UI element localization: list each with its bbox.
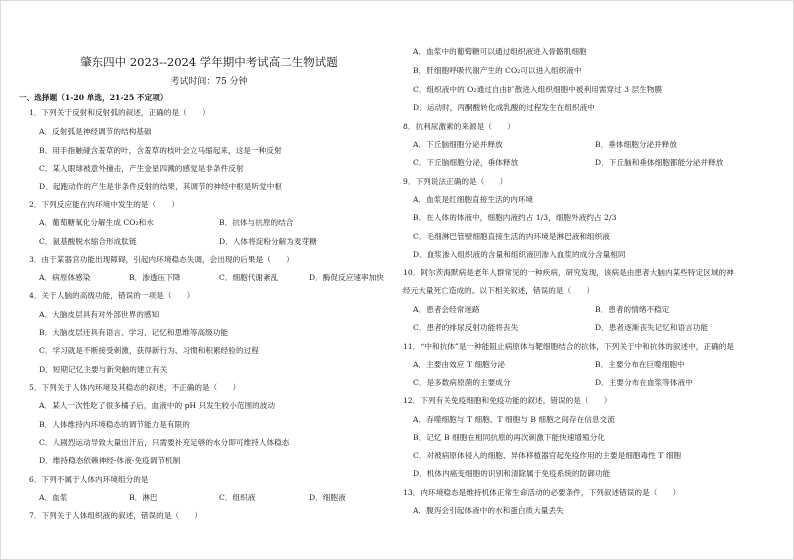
q3-option-d: D．酶促反应速率加快 — [309, 273, 384, 282]
q11-option-d: D．主要分布在血浆等体液中 — [595, 378, 693, 387]
q9-option-d: D．血浆渗入组织液的含量和组织液回渗入血浆的成分含量相同 — [413, 250, 626, 259]
q1-option-c: C．某人眼球被意外撞击，产生金星四溅的感觉是非条件反射 — [39, 164, 244, 173]
q9-stem: 9．下列说法正确的是（ ） — [403, 177, 508, 186]
q10-option-d: D．患者逐渐丧失记忆和语言功能 — [595, 323, 709, 332]
q2-option-d: D．人体将淀粉分解为麦芽糖 — [219, 237, 317, 246]
exam-title: 肇东四中 2023--2024 学年期中考试高二生物试题 — [80, 55, 338, 69]
q11-option-b: B．主要分布在巨噬细胞中 — [595, 360, 685, 369]
q3-stem: 3．由于某器官功能出现障碍，引起内环境稳态失调，会出现的后果是（ ） — [29, 255, 294, 264]
q12-option-d: D．机体内癌变细胞的识别和清除属于免疫系统的防御功能 — [413, 469, 611, 478]
q2-option-b: B．抗体与抗原的结合 — [219, 218, 294, 227]
q10-option-b: B．患者的情绪不稳定 — [595, 305, 670, 314]
q4-option-b: B．大脑皮层还具有语言、学习、记忆和思维等高级功能 — [39, 328, 229, 337]
q5-option-d: D．维持稳态依赖神经-体液-免疫调节机制 — [39, 456, 181, 465]
q6-option-c: C．组织液 — [219, 493, 256, 502]
q5-option-a: A．某人一次性吃了很多橘子后，血液中的 pH 只发生较小范围的波动 — [39, 401, 276, 410]
q7-option-c: C．组织液中的 O₂通过自由扩散进入组织细胞中被利用需穿过 3 层生物膜 — [413, 85, 663, 94]
q8-stem: 8．抗利尿激素的来源是（ ） — [403, 122, 515, 131]
q12-option-c: C．对被病原体侵入的细胞、异体移植器官起免疫作用的主要是细胞毒性 T 细胞 — [413, 451, 682, 460]
q12-option-b: B．记忆 B 细胞在相同抗原的再次刺激下能快速增殖分化 — [413, 433, 605, 442]
section-heading: 一、选择题（1-20 单选，21-25 不定项） — [19, 93, 168, 102]
q9-option-a: A．血浆是红细胞直接生活的内环境 — [413, 195, 534, 204]
q5-option-c: C．人剧烈运动导致大量出汗后，只需要补充足够的水分即可维持人体稳态 — [39, 438, 290, 447]
q1-option-a: A．反射弧是神经调节的结构基础 — [39, 127, 152, 136]
q2-stem: 2．下列反应能在内环境中发生的是（ ） — [29, 200, 180, 209]
q1-option-b: B．用手指触碰含羞草的叶，含羞草的枝叶会立马缩起来，这是一种反射 — [39, 146, 282, 155]
q7-stem: 7．下列关于人体组织液的叙述，错误的是（ ） — [29, 511, 203, 520]
q12-stem: 12．下列有关免疫细胞和免疫功能的叙述，错误的是（ ） — [403, 396, 612, 405]
q13-option-a: A．腹泻会引起体液中的水和蛋白质大量丢失 — [413, 506, 564, 515]
q9-option-c: C．毛细淋巴管壁细胞直接生活的内环境是淋巴液和组织液 — [413, 232, 610, 241]
q1-option-d: D．起跑动作的产生是非条件反射的结果，其调节的神经中枢是听觉中枢 — [39, 182, 283, 191]
q6-option-b: B．淋巴 — [129, 493, 158, 502]
q4-option-c: C．学习就是不断接受刺激，获得新行为、习惯和积累经验的过程 — [39, 346, 259, 355]
q10-stem-line2: 经元大量死亡造成的。以下相关叙述，错误的是（ ） — [403, 286, 595, 295]
q7-option-d: D．运动时，丙酮酸转化成乳酸的过程发生在组织液中 — [413, 103, 595, 112]
q1-stem: 1．下列关于反射和反射弧的叙述，正确的是（ ） — [29, 108, 210, 117]
q2-option-a: A．葡萄糖氧化分解生成 CO₂和水 — [39, 218, 154, 227]
q10-option-c: C．患者的排尿反射功能将丧失 — [413, 323, 519, 332]
q8-option-a: A．下丘脑细胞分泌并释放 — [413, 140, 503, 149]
q5-option-b: B．人体维持内环境稳态的调节能力是有限的 — [39, 420, 190, 429]
q11-stem: 11．“中和抗体”是一种能阻止病原体与靶细胞结合的抗体，下列关于中和抗体的叙述中，正确的是 — [403, 342, 735, 351]
q3-option-b: B．渗透压下降 — [129, 273, 181, 282]
q4-option-d: D．短期记忆主要与新突触的建立有关 — [39, 365, 168, 374]
exam-time: 考试时间：75 分钟 — [170, 77, 248, 87]
q11-option-c: C．是多数病原菌的主要成分 — [413, 378, 511, 387]
q5-stem: 5．下列关于人体内环境及其稳态的叙述，不正确的是（ ） — [29, 383, 241, 392]
q4-stem: 4．关于人脑的高级功能，错误的一项是（ ） — [29, 291, 195, 300]
q9-option-b: B．在人体的体液中，细胞内液约占 1/3，细胞外液约占 2/3 — [413, 213, 617, 222]
q12-option-a: A．吞噬细胞与 T 细胞、T 细胞与 B 细胞之间存在信息交流 — [413, 415, 615, 424]
q8-option-b: B．垂体细胞分泌并释放 — [595, 140, 678, 149]
q2-option-c: C．氨基酸脱水缩合形成肽链 — [39, 237, 137, 246]
q3-option-c: C．细胞代谢紊乱 — [219, 273, 279, 282]
q7-option-b: B．肝细胞呼吸代谢产生的 CO₂可以进入组织液中 — [413, 66, 582, 75]
q10-stem-line1: 10．阿尔茨海默病是老年人群常见的一种疾病，研究发现，该病是由患者大脑内某些特定区域的神 — [403, 268, 734, 277]
q7-option-a: A．血浆中的葡萄糖可以通过组织液进入骨骼肌细胞 — [413, 47, 587, 56]
q8-option-d: D．下丘脑和垂体细胞都能分泌并释放 — [595, 158, 724, 167]
q6-option-d: D．细胞液 — [309, 493, 346, 502]
q8-option-c: C．下丘脑细胞分泌，垂体释放 — [413, 158, 519, 167]
q3-option-a: A．病原体感染 — [39, 273, 91, 282]
q4-option-a: A．大脑皮层具有对外部世界的感知 — [39, 310, 160, 319]
q6-option-a: A．血浆 — [39, 493, 68, 502]
q10-option-a: A．患者会经常迷路 — [413, 305, 480, 314]
q11-option-a: A．主要由效应 T 细胞分泌 — [413, 360, 506, 369]
q6-stem: 6．下列不属于人体内环境组分的是 — [29, 475, 149, 484]
q13-stem: 13．内环境稳态是维持机体正常生命活动的必要条件，下列叙述错误的是（ ） — [403, 488, 681, 497]
